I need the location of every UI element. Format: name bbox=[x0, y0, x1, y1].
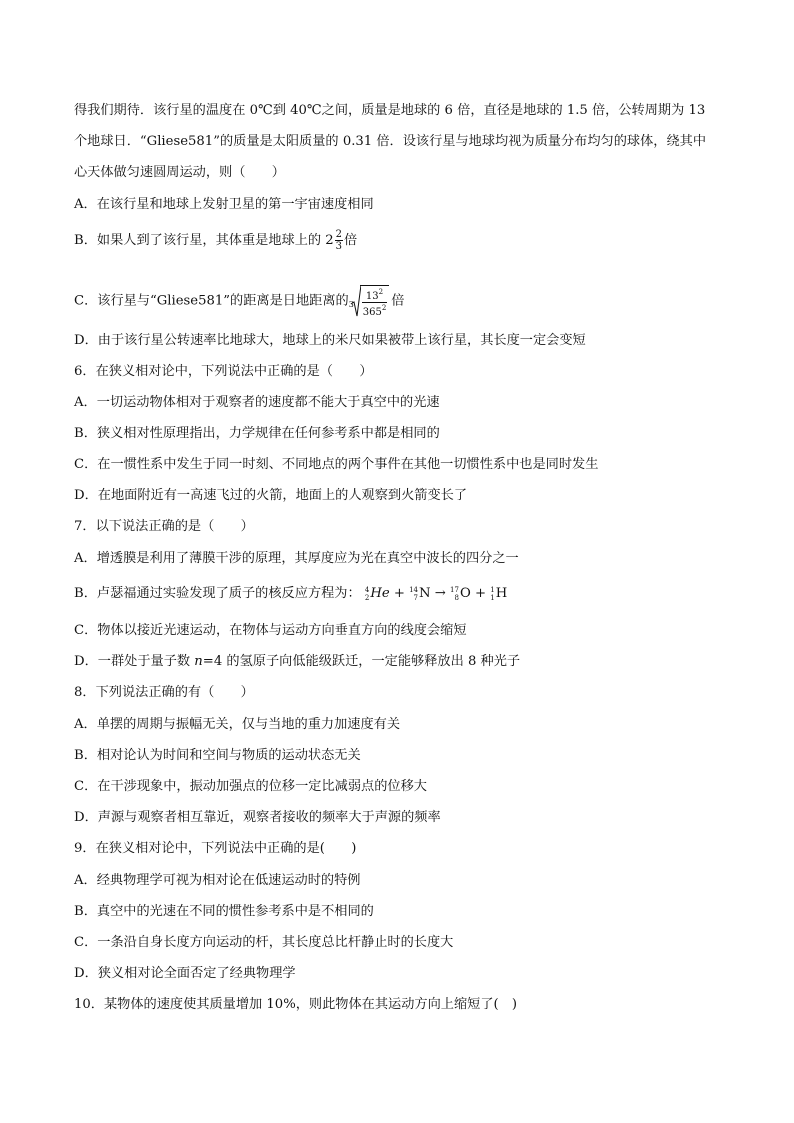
q5-option-b-integer: 2 bbox=[325, 233, 334, 248]
q6-option-b: B．狭义相对性原理指出，力学规律在任何参考系中都是相同的 bbox=[74, 426, 440, 441]
nitrogen-mass-number: 14 bbox=[409, 585, 419, 594]
helium-symbol: He bbox=[370, 586, 390, 601]
oxygen-mass-number: 17 bbox=[450, 585, 459, 594]
nitrogen-symbol: N bbox=[419, 586, 431, 601]
nuclide-helium bbox=[365, 585, 390, 603]
q5-stem-line-1: 得我们期待．该行星的温度在 0℃到 40℃之间，质量是地球的 6 倍，直径是地球的 1.5 倍，公转周期为 13 bbox=[74, 103, 706, 118]
hydrogen-symbol: H bbox=[495, 586, 508, 601]
helium-mass-number: 4 bbox=[364, 585, 370, 594]
q9-option-a: A．经典物理学可视为相对论在低速运动时的特例 bbox=[74, 873, 361, 888]
quantum-number-symbol: n bbox=[194, 654, 203, 669]
q5-option-c-denominator bbox=[362, 303, 388, 318]
q9-option-c: C．一条沿自身长度方向运动的杆，其长度总比杆静止时的长度大 bbox=[74, 935, 454, 950]
q5-stem-line-3: 心天体做匀速圆周运动，则（ ） bbox=[74, 165, 285, 180]
q5-option-b-denominator: 3 bbox=[335, 241, 343, 252]
q5-option-c-num-exp: 2 bbox=[378, 287, 384, 296]
nuclide-oxygen bbox=[450, 585, 471, 603]
hydrogen-atomic-number: 1 bbox=[490, 593, 495, 602]
q5-option-b-numerator: 2 bbox=[335, 229, 343, 240]
nuclide-nitrogen bbox=[409, 585, 430, 603]
oxygen-atomic-number: 8 bbox=[454, 593, 459, 602]
q8-option-d: D．声源与观察者相互靠近，观察者接收的频率大于声源的频率 bbox=[74, 810, 441, 825]
q8-option-b: B．相对论认为时间和空间与物质的运动状态无关 bbox=[74, 748, 361, 763]
q5-option-d: D．由于该行星公转速率比地球大，地球上的米尺如果被带上该行星，其长度一定会变短 bbox=[74, 333, 586, 348]
q5-option-c-den-exp: 2 bbox=[381, 303, 387, 312]
q7-option-a: A．增透膜是利用了薄膜干涉的原理，其厚度应为光在真空中波长的四分之一 bbox=[74, 551, 519, 566]
plus-sign: + bbox=[393, 586, 405, 601]
q9-stem: 9．在狭义相对论中，下列说法中正确的是( ) bbox=[74, 841, 357, 856]
q5-option-c-text: C．该行星与“Gliese581”的距离是日地距离的 bbox=[74, 293, 349, 309]
q8-option-a: A．单摆的周期与振幅无关，仅与当地的重力加速度有关 bbox=[74, 717, 401, 732]
q8-stem: 8．下列说法正确的有（ ） bbox=[74, 685, 254, 700]
q7-option-b bbox=[74, 585, 722, 603]
q6-option-a: A．一切运动物体相对于观察者的速度都不能大于真空中的光速 bbox=[74, 395, 440, 410]
q5-option-b-suffix: 倍 bbox=[344, 233, 358, 248]
q7-option-c: C．物体以接近光速运动，在物体与运动方向垂直方向的线度会缩短 bbox=[74, 623, 467, 638]
q5-option-c-den-base: 365 bbox=[362, 306, 382, 318]
q7-option-d bbox=[74, 653, 722, 671]
q8-option-c: C．在干涉现象中，振动加强点的位移一定比减弱点的位移大 bbox=[74, 779, 427, 794]
q7-option-b-text: B．卢瑟福通过实验发现了质子的核反应方程为： bbox=[74, 586, 361, 601]
nitrogen-atomic-number: 7 bbox=[413, 593, 419, 602]
q5-option-c-radicand bbox=[360, 285, 390, 318]
q5-option-b-fraction bbox=[335, 229, 343, 252]
q7-option-d-suffix: =4 的氢原子向低能级跃迁，一定能够释放出 8 种光子 bbox=[202, 654, 521, 669]
q5-option-c-num-base: 13 bbox=[365, 290, 379, 302]
q7-stem: 7．以下说法正确的是（ ） bbox=[74, 519, 254, 534]
q5-option-c bbox=[74, 284, 722, 318]
plus-sign: + bbox=[474, 586, 487, 601]
q5-option-c-cube-root bbox=[348, 284, 390, 318]
q9-option-d: D．狭义相对论全面否定了经典物理学 bbox=[74, 966, 296, 981]
q6-option-d: D．在地面附近有一高速飞过的火箭，地面上的人观察到火箭变长了 bbox=[74, 488, 468, 503]
q6-stem: 6．在狭义相对论中，下列说法中正确的是（ ） bbox=[74, 364, 373, 379]
reaction-arrow: → bbox=[434, 586, 446, 601]
q10-stem: 10．某物体的速度使其质量增加 10%，则此物体在其运动方向上缩短了( ) bbox=[74, 997, 518, 1012]
nuclide-hydrogen bbox=[490, 585, 507, 603]
q7-option-d-text: D．一群处于量子数 bbox=[74, 654, 195, 669]
q5-option-b bbox=[74, 229, 722, 252]
q6-option-c: C．在一惯性系中发生于同一时刻、不同地点的两个事件在其他一切惯性系中也是同时发生 bbox=[74, 457, 599, 472]
hydrogen-mass-number: 1 bbox=[490, 585, 495, 594]
q5-option-c-root-index: 3 bbox=[348, 300, 354, 309]
q5-option-b-text: B．如果人到了该行星，其体重是地球上的 bbox=[74, 233, 326, 248]
q5-option-a: A．在该行星和地球上发射卫星的第一宇宙速度相同 bbox=[74, 197, 374, 212]
q5-stem-line-2: 个地球日．“Gliese581”的质量是太阳质量的 0.31 倍．设该行星与地球均视为质量分布均匀的球体，绕其中 bbox=[74, 134, 707, 149]
oxygen-symbol: O bbox=[459, 586, 471, 601]
q9-option-b: B．真空中的光速在不同的惯性参考系中是不相同的 bbox=[74, 904, 374, 919]
q5-option-c-suffix: 倍 bbox=[391, 293, 405, 309]
helium-atomic-number: 2 bbox=[364, 593, 370, 602]
q5-option-c-numerator bbox=[362, 287, 388, 303]
